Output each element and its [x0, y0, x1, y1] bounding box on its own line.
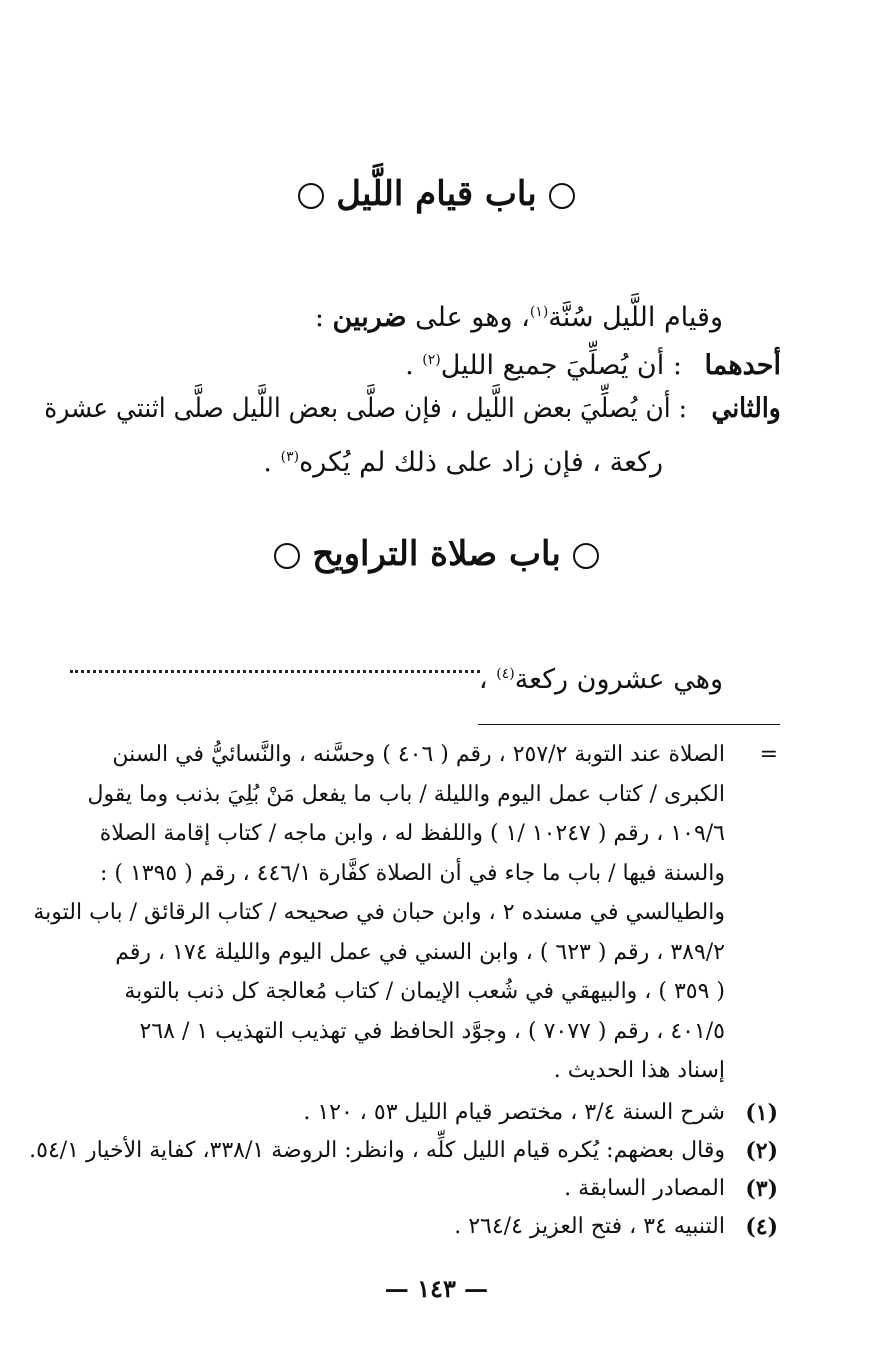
- footnote-text: شرح السنة ٣/٤ ، مختصر قيام الليل ٥٣ ، ١٢٠ .: [303, 1100, 725, 1125]
- section-heading-tarawih: [0, 532, 873, 576]
- footnote-line: ( ٣٥٩ ) ، والبيهقي في شُعب الإيمان / كتاب مُعالجة كل ذنب بالتوبة: [124, 979, 725, 1004]
- body-text: : أن يُصلِّيَ بعض اللَّيل ، فإن صلَّى بعض اللَّيل صلَّى اثنتي عشرة: [44, 393, 688, 424]
- item-label: والثاني: [711, 393, 781, 424]
- body-text: ، وهو على: [406, 302, 530, 333]
- circle-ornament-icon: [298, 183, 324, 209]
- dotted-continuation-line: [70, 660, 480, 673]
- footnote-line: إسناد هذا الحديث .: [553, 1058, 725, 1083]
- heading-text: باب صلاة التراويح: [312, 534, 561, 574]
- body-line-tarawih: [479, 654, 723, 700]
- footnote-line: والطيالسي في مسنده ٢ ، وابن حبان في صحيحه / كتاب الرقائق / باب التوبة: [33, 900, 725, 925]
- footnote-separator: [478, 724, 780, 725]
- footnote-line: ١٠٩/٦ ، رقم ( ١٠٢٤٧ /١ ) واللفظ له ، وابن ماجه / كتاب إقامة الصلاة: [99, 821, 725, 846]
- footnote-number: (٣): [745, 1176, 778, 1202]
- body-bold-text: ضربين: [332, 302, 407, 333]
- footnote-line: والسنة فيها / باب ما جاء في أن الصلاة كفَّارة ٤٤٦/١ ، رقم ( ١٣٩٥ ) :: [99, 860, 725, 886]
- footnote-ref: (٤): [496, 666, 515, 682]
- footnote-text: وقال بعضهم: يُكره قيام الليل كلِّه ، وانظر: الروضة ٣٣٨/١، كفاية الأخيار ٥٤/١.: [29, 1138, 725, 1163]
- body-line-first: [405, 340, 781, 386]
- body-text: ركعة ، فإن زاد على ذلك لم يُكره: [299, 447, 663, 478]
- footnote-ref: (١): [529, 304, 549, 320]
- body-text: ،: [478, 664, 497, 695]
- circle-ornament-icon: [549, 183, 575, 209]
- section-heading-night-prayer: [0, 172, 873, 216]
- footnote-line: ٤٠١/٥ ، رقم ( ٧٠٧٧ ) ، وجوَّد الحافظ في تهذيب التهذيب ١ / ٢٦٨: [139, 1018, 725, 1044]
- footnote-text: المصادر السابقة .: [564, 1176, 725, 1201]
- footnote-ref: (٢): [422, 352, 441, 368]
- body-text: .: [405, 350, 423, 381]
- body-line-second-cont: [263, 437, 663, 483]
- body-text: .: [263, 447, 281, 478]
- footnote-text: التنبيه ٣٤ ، فتح العزيز ٢٦٤/٤ .: [454, 1214, 725, 1239]
- body-line-second: [45, 389, 781, 429]
- item-label: أحدهما: [704, 350, 781, 381]
- circle-ornament-icon: [573, 543, 599, 569]
- heading-text: باب قيام اللَّيل: [336, 174, 537, 214]
- body-text: : أن يُصلِّيَ جميع الليل: [440, 350, 682, 381]
- footnote-continuation-marker: =: [759, 742, 778, 767]
- body-text: وهي عشرون ركعة: [514, 664, 723, 695]
- footnote-line: الصلاة عند التوبة ٢٥٧/٢ ، رقم ( ٤٠٦ ) وحسَّنه ، والنَّسائيُّ في السنن: [112, 742, 725, 767]
- page-number: — ١٤٣ —: [384, 1274, 489, 1303]
- footnote-line: الكبرى / كتاب عمل اليوم والليلة / باب ما يفعل مَنْ بُلِيَ بذنب وما يقول: [87, 781, 725, 807]
- footnote-number: (٤): [745, 1214, 778, 1240]
- circle-ornament-icon: [274, 543, 300, 569]
- body-line-1: [315, 292, 723, 338]
- body-text: :: [314, 302, 333, 333]
- footnote-number: (١): [745, 1100, 778, 1126]
- footnote-ref: (٣): [280, 449, 300, 465]
- footnote-line: ٣٨٩/٢ ، رقم ( ٦٢٣ ) ، وابن السني في عمل اليوم والليلة ١٧٤ ، رقم: [115, 939, 725, 965]
- body-text: وقيام اللَّيل سُنَّة: [548, 302, 723, 333]
- footnote-number: (٢): [745, 1138, 778, 1164]
